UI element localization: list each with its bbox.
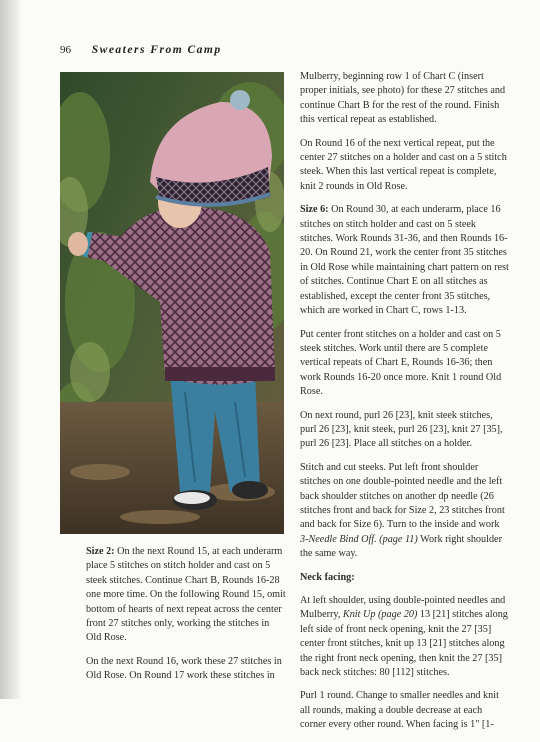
child-in-fair-isle-sweater-photo — [60, 72, 284, 534]
round-16-paragraph: On the next Round 16, work these 27 stitches in Old Rose. On Round 17 work these stitches in — [86, 655, 282, 682]
steek-paragraph — [300, 461, 509, 562]
neck-text-a: At left shoulder, using double-pointed needles and Mulberry, — [300, 595, 506, 621]
mulberry-paragraph: Mulberry, beginning row 1 of Chart C (insert proper initials, see photo) for these 27 stitches and continue Chart B for the rest of the round. Finish this vertical repeat as established. — [300, 71, 506, 126]
size-6-paragraph — [300, 203, 509, 318]
round-16-vertical-paragraph: On Round 16 of the next vertical repeat, put the center 27 stitches on a holder and cast on a 5 stitch steek. When this last vertical repeat is complete, knit 2 rounds in Old Rose. — [300, 137, 507, 192]
page-number: 96 — [60, 44, 71, 56]
knit-up-reference: Knit Up (page 20) — [342, 609, 418, 621]
size-2-label: Size 2: — [86, 546, 115, 557]
purl-1-round-paragraph: Purl 1 round. Change to smaller needles and knit all rounds, making a double decrease at each corner every other round. When facing is 1" [1- — [300, 690, 499, 731]
bind-off-reference: 3-Needle Bind Off. (page 11) — [300, 533, 418, 545]
left-text-column — [86, 545, 286, 693]
book-title: Sweaters From Camp — [91, 44, 222, 56]
size-6-text: On Round 30, at each underarm, place 16 stitches on stitch holder and cast on 5 steek stitches. Work Rounds 31-36, and then Rounds 16-20. On Round 21, work the center front 35 stitches in Old Rose while maintaining chart pattern on rest of stitches. Continue Chart E on all stitches as established, except the center front 35 stitches, which are worked in Chart C, rows 1-13. — [300, 204, 509, 317]
book-spine-shadow — [0, 0, 22, 699]
right-text-column — [300, 70, 509, 742]
neck-facing-paragraph — [300, 594, 509, 680]
size-2-text: On the next Round 15, at each underarm place 5 stitches on stitch holder and cast on 5 steek stitches. Continue Chart B, Rounds 16-28 one more time. On the following Round 15, omit bottom of hearts of next repeat across the center front 27 stitches only, working the stitches in Old Rose. — [86, 546, 286, 644]
size-2-paragraph — [86, 545, 286, 646]
page-header — [60, 44, 222, 56]
center-front-paragraph: Put center front stitches on a holder and cast on 5 steek stitches. Work until there are 5 complete vertical repeats of Chart E, Rounds 16-36; then work Rounds 16-20 once more. Knit 1 round Old Rose. — [300, 328, 502, 398]
steek-text-b: Work right shoulder the same way. — [300, 533, 502, 560]
neck-text-b: 13 [21] stitches along left side of front neck opening, knit the 27 [35] center front stitches, knit up 13 [21] stitches along the right front neck opening, then knit the 27 [35] back neck stitches: 80 [112] stitches. — [300, 609, 508, 679]
size-6-label: Size 6: — [300, 204, 329, 216]
steek-text-a: Stitch and cut steeks. Put left front shoulder stitches on one double-pointed needle and the left back shoulder stitches on another dp needle (26 stitches front and back for Size 2, 23 stitches front and back for Size 6). Turn to the inside and work — [300, 461, 505, 531]
purl-round-paragraph: On next round, purl 26 [23], knit steek stitches, purl 26 [23], knit steek, purl 26 [23], knit 27 [35], purl 26 [23]. Place all stitches on a holder. — [300, 409, 503, 450]
neck-facing-heading: Neck facing: — [300, 571, 355, 583]
